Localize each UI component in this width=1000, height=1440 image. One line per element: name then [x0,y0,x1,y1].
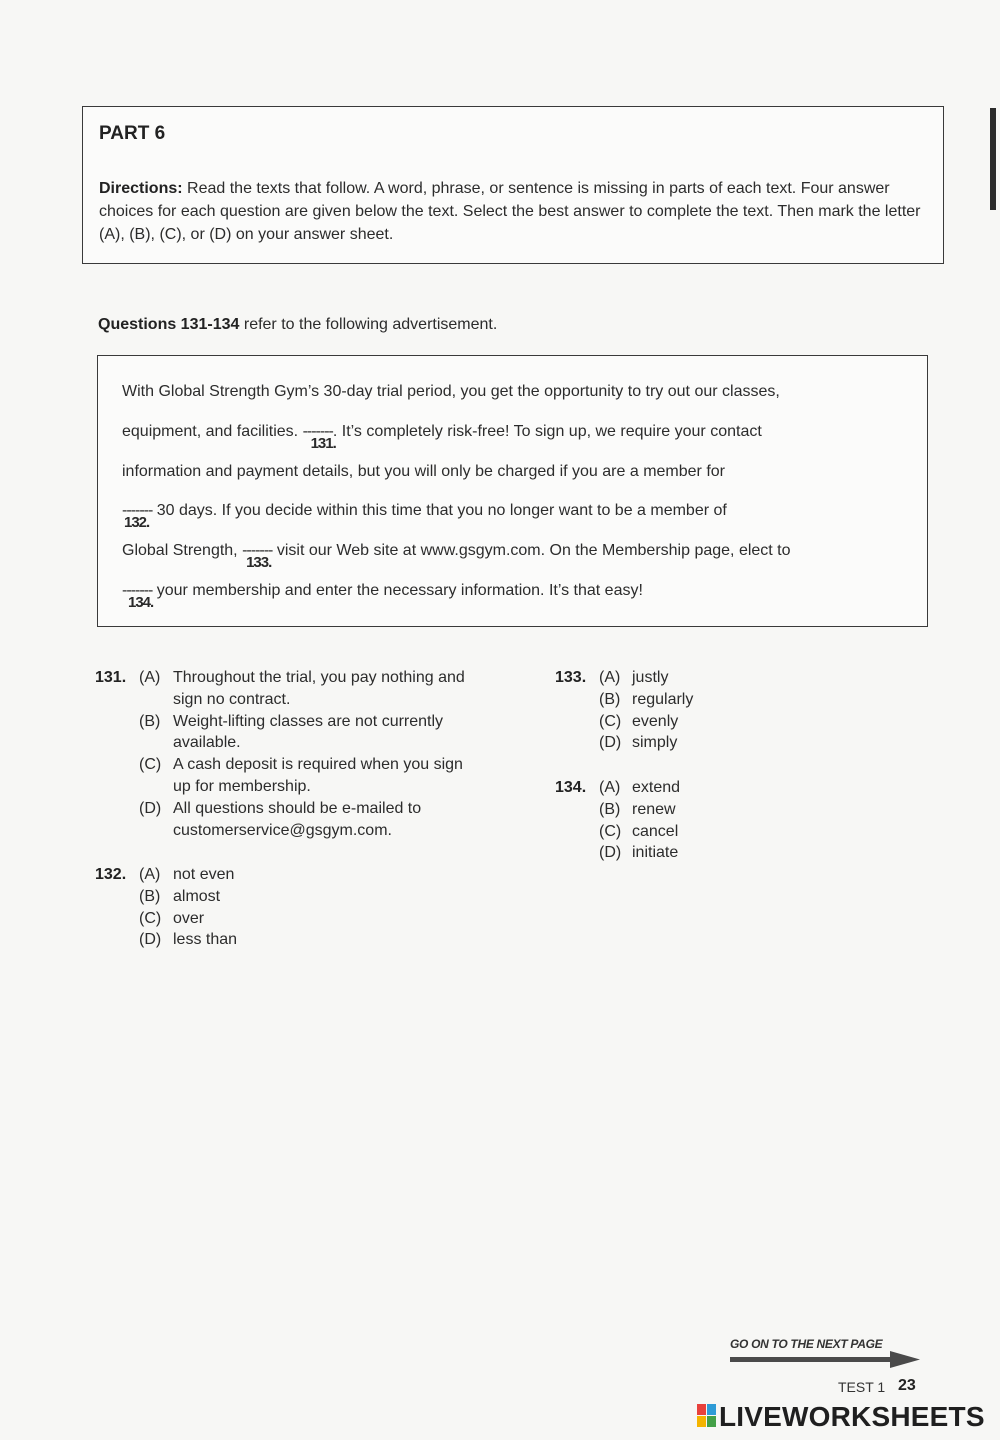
test-label: TEST 1 [838,1379,886,1395]
option-letter: (D) [599,734,622,752]
questions-range: Questions 131-134 [98,316,240,333]
blank-131[interactable] [302,423,336,452]
part-title: PART 6 [99,123,166,144]
option-letter: (A) [599,779,621,796]
blank-number: 132. [124,514,150,531]
option-134-d[interactable] [599,842,805,864]
option-text: over [173,909,205,927]
option-text: justly [632,669,669,686]
liveworksheets-logo-icon [697,1404,717,1428]
ad-line-2 [122,423,762,452]
option-letter: (B) [139,712,161,730]
option-132-a[interactable] [139,864,395,886]
advertisement-box [97,355,928,627]
directions-body: Read the texts that follow. A word, phrase, or sentence is missing in parts of each text. Four answer choices for each question are given below the text. Select the best answer to complete the text. Then mark the letter (A), (B), (C), or (D) on your answer sheet. [99,180,921,243]
questions-intro-text: refer to the following advertisement. [243,316,498,333]
option-letter: (D) [139,799,162,817]
option-132-c[interactable] [139,908,395,930]
blank-marker: ------- [242,542,273,559]
option-text: evenly [632,712,679,730]
next-page-arrow-icon [730,1351,920,1369]
option-text: not even [173,866,235,883]
page-number: 23 [898,1377,916,1394]
option-letter: (D) [139,931,162,949]
question-number: 134. [555,779,587,796]
option-letter: (B) [599,800,621,818]
blank-number: 131. [310,435,336,452]
option-text: regularly [632,690,694,708]
option-text [139,754,495,798]
option-131-c[interactable] [139,754,495,798]
next-page-label: GO ON TO THE NEXT PAGE [730,1337,883,1351]
option-133-c[interactable] [599,711,805,733]
blank-number: 134. [128,594,154,611]
option-text: almost [173,887,221,905]
option-letter: (C) [139,756,162,774]
option-letter: (A) [139,669,161,686]
ad-text: 30 days. If you decide within this time that you no longer want to be a member of [156,502,727,519]
blank-marker: ------- [122,502,153,519]
blank-marker: ------- [302,423,333,440]
option-letter: (A) [599,669,621,686]
option-131-b[interactable] [139,711,495,755]
question-number: 131. [95,669,127,686]
ad-text: equipment, and facilities. [122,423,299,440]
option-text [139,667,473,711]
blank-marker: ------- [122,582,153,599]
option-text-content: All questions should be e-mailed to customerservice@gsgym.com. [173,799,422,839]
ad-text: your membership and enter the necessary information. It’s that easy! [156,582,643,599]
question-number: 132. [95,866,127,883]
ad-line-5 [122,542,791,571]
option-text [139,711,495,755]
ad-line-6 [122,582,643,611]
directions-text [99,177,934,246]
option-text: initiate [632,844,679,862]
option-text: less than [173,931,238,949]
option-letter: (C) [599,822,622,840]
option-text-content: Weight-lifting classes are not currently available. [173,712,444,752]
option-text [139,798,495,842]
blank-134[interactable] [122,582,154,611]
ad-line-3: information and payment details, but you will only be charged if you are a member for [122,463,725,480]
option-letter: (C) [139,909,162,927]
page-edge-mark [990,108,996,210]
ad-text: visit our Web site at www.gsgym.com. On the Membership page, elect to [276,542,791,559]
directions-box [82,106,944,264]
liveworksheets-brand[interactable]: LIVEWORKSHEETS [719,1401,985,1432]
option-text-content: Throughout the trial, you pay nothing and sign no contract. [173,669,465,708]
ad-text: . It’s completely risk-free! To sign up, we require your contact [332,423,762,440]
option-133-a[interactable] [599,667,805,689]
question-134 [555,777,805,864]
option-134-a[interactable] [599,777,805,799]
option-letter: (B) [599,690,621,708]
option-134-c[interactable] [599,821,805,843]
questions-intro [98,316,497,334]
option-letter: (A) [139,866,161,883]
option-132-b[interactable] [139,886,395,908]
option-text: extend [632,779,681,796]
directions-label: Directions: [99,180,183,197]
blank-number: 133. [246,554,272,571]
option-letter: (B) [139,887,161,905]
ad-line-4 [122,502,727,531]
option-133-d[interactable] [599,732,805,754]
question-131 [95,667,495,841]
question-132 [95,864,395,951]
ad-line-1: With Global Strength Gym’s 30-day trial period, you get the opportunity to try out our classes, [122,383,780,400]
blank-133[interactable] [242,542,273,571]
option-131-d[interactable] [139,798,495,842]
blank-132[interactable] [122,502,153,531]
option-letter: (D) [599,844,622,862]
question-133 [555,667,805,754]
option-133-b[interactable] [599,689,805,711]
option-letter: (C) [599,712,622,730]
option-text-content: A cash deposit is required when you sign up for membership. [173,756,463,795]
option-text: cancel [632,822,679,840]
option-132-d[interactable] [139,929,395,951]
option-134-b[interactable] [599,799,805,821]
option-text: renew [632,800,676,818]
ad-text: Global Strength, [122,542,238,559]
option-text: simply [632,734,678,752]
question-number: 133. [555,669,587,686]
option-131-a[interactable] [139,667,495,711]
